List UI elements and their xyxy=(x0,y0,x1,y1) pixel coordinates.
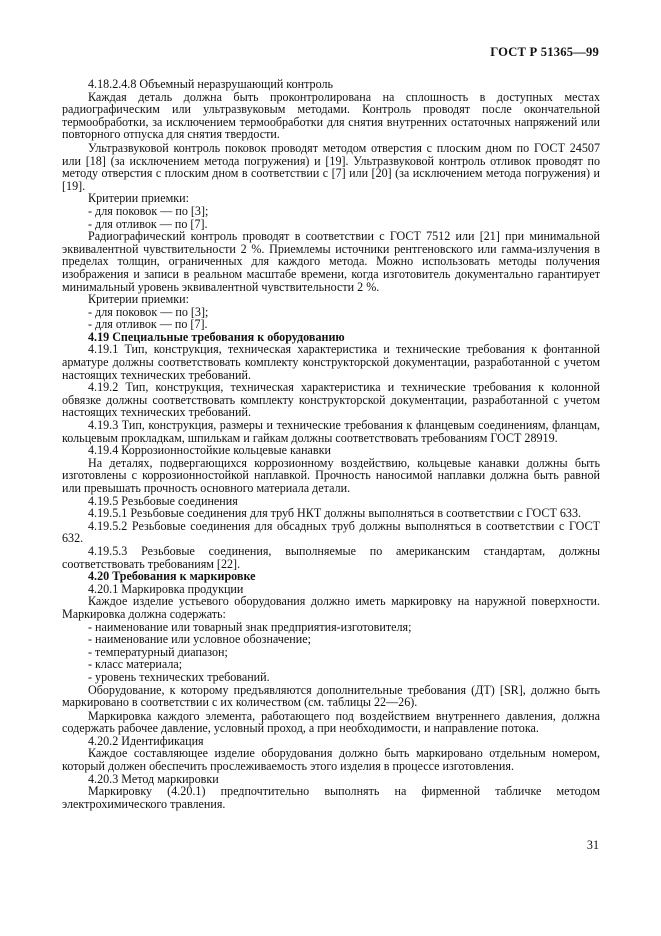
paragraph: На деталях, подвергающихся коррозионному воздействию, кольцевые канавки должны быть изготовлены с коррозионностойкой наплавкой. Прочность наносимой наплавки должна быть равной или превышать прочность основного материала детали. xyxy=(62,455,600,495)
list-item: - уровень технических требований. xyxy=(88,669,270,684)
list-item: - для отливок — по [7]. xyxy=(88,317,208,332)
paragraph: 4.19.3 Тип, конструкция, размеры и технические требования к фланцевым соединениям, фланцам, кольцевым прокладкам, шпилькам и гайкам должны соответствовать требованиям ГОСТ 28919. xyxy=(62,418,600,445)
subsection-title: 4.19.5 Резьбовые соединения xyxy=(88,493,238,508)
section-4-18-2-4-8-title: 4.18.2.4.8 Объемный неразрушающий контроль xyxy=(88,77,334,91)
paragraph: Оборудование, к которому предъявляются дополнительные требования (ДТ) [SR], должно быть маркировано в соответствии с их количеством (см. таблицы 22—26). xyxy=(62,682,600,710)
list-item: - наименование или условное обозначение; xyxy=(88,632,311,647)
subsection-title: 4.19.4 Коррозионностойкие кольцевые канавки xyxy=(88,443,331,458)
section-4-19-heading: 4.19 Специальные требования к оборудованию xyxy=(88,329,345,344)
paragraph: 4.19.1 Тип, конструкция, техническая характеристика и технические требования к фонтанной арматуре должны соответствовать комплекту конструкторской документации, разработанной с учетом настоящих технических требований. xyxy=(62,342,600,382)
paragraph: Каждая деталь должна быть проконтролирована на сплошность в доступных местах радиографическим или ультразвуковым методами. Контроль проводят после окончательной термообработки, за исключением термообработки для снятия внутренних остаточных напряжений или повторного отпуска для снятия твердости. xyxy=(62,89,600,142)
paragraph: Радиографический контроль проводят в соответствии с ГОСТ 7512 или [21] при минимальной эквивалентной чувствительности 2 %. Приемлемы источники рентгеновского или гамма-излучения в пределах толщин, ограниченных для каждого метода. Можно использовать методы получения изображения и записи в реальном масштабе времени, когда изготовитель документально гарантирует минимальный уровень эквивалентной чувствительности 2 %. xyxy=(62,229,600,294)
paragraph: Критерии приемки: xyxy=(88,191,189,206)
paragraph: Маркировка каждого элемента, работающего под воздействием внутреннего давления, должна содержать рабочее давление, условный проход, а при необходимости, и направление потока. xyxy=(62,708,600,736)
list-item: - для поковок — по [3]; xyxy=(88,203,209,218)
paragraph: 4.19.5.2 Резьбовые соединения для обсадных труб должны выполняться в соответствии с ГОСТ 632. xyxy=(62,518,600,546)
subsection-title: 4.20.1 Маркировка продукции xyxy=(88,581,244,596)
paragraph: 4.19.5.1 Резьбовые соединения для труб НКТ должны выполняться в соответствии с ГОСТ 633. xyxy=(88,506,582,521)
subsection-title: 4.20.3 Метод маркировки xyxy=(88,771,219,786)
list-item: - температурный диапазон; xyxy=(88,644,228,659)
page-number: 31 xyxy=(586,838,599,852)
document-header-code: ГОСТ Р 51365—99 xyxy=(490,45,599,59)
paragraph: Маркировку (4.20.1) предпочтительно выполнять на фирменной табличке методом электрохимического травления. xyxy=(62,784,600,811)
list-item: - наименование или товарный знак предприятия-изготовителя; xyxy=(88,619,412,634)
list-item: - для отливок — по [7]. xyxy=(88,216,208,231)
paragraph: Каждое изделие устьевого оборудования должно иметь маркировку на наружной поверхности. Маркировка должна содержать: xyxy=(62,594,600,621)
list-item: - для поковок — по [3]; xyxy=(88,304,209,319)
subsection-title: 4.20.2 Идентификация xyxy=(88,733,204,748)
list-item: - класс материала; xyxy=(88,657,183,672)
paragraph: Ультразвуковой контроль поковок проводят методом отверстия с плоским дном по ГОСТ 24507 или [18] (за исключением метода погружения) и [19]. Ультразвуковой контроль отливок проводят по методу отверстия с плоским дном в соответствии с [7] или [20] (за исключением метода погружения) и [19]. xyxy=(62,140,600,193)
paragraph: Каждое составляющее изделие оборудования должно быть маркировано отдельным номером, который должен обеспечить прослеживаемость этого изделия в процессе изготовления. xyxy=(62,746,600,774)
section-4-20-heading: 4.20 Требования к маркировке xyxy=(88,569,256,584)
paragraph: 4.19.2 Тип, конструкция, техническая характеристика и технические требования к колонной обвязке должны соответствовать комплекту конструкторской документации, разработанной с учетом настоящих технических требований. xyxy=(62,380,600,420)
paragraph: 4.19.5.3 Резьбовые соединения, выполняемые по американским стандартам, должны соответствовать требованиям [22]. xyxy=(62,543,600,571)
paragraph: Критерии приемки: xyxy=(88,292,189,307)
document-body xyxy=(62,78,600,810)
